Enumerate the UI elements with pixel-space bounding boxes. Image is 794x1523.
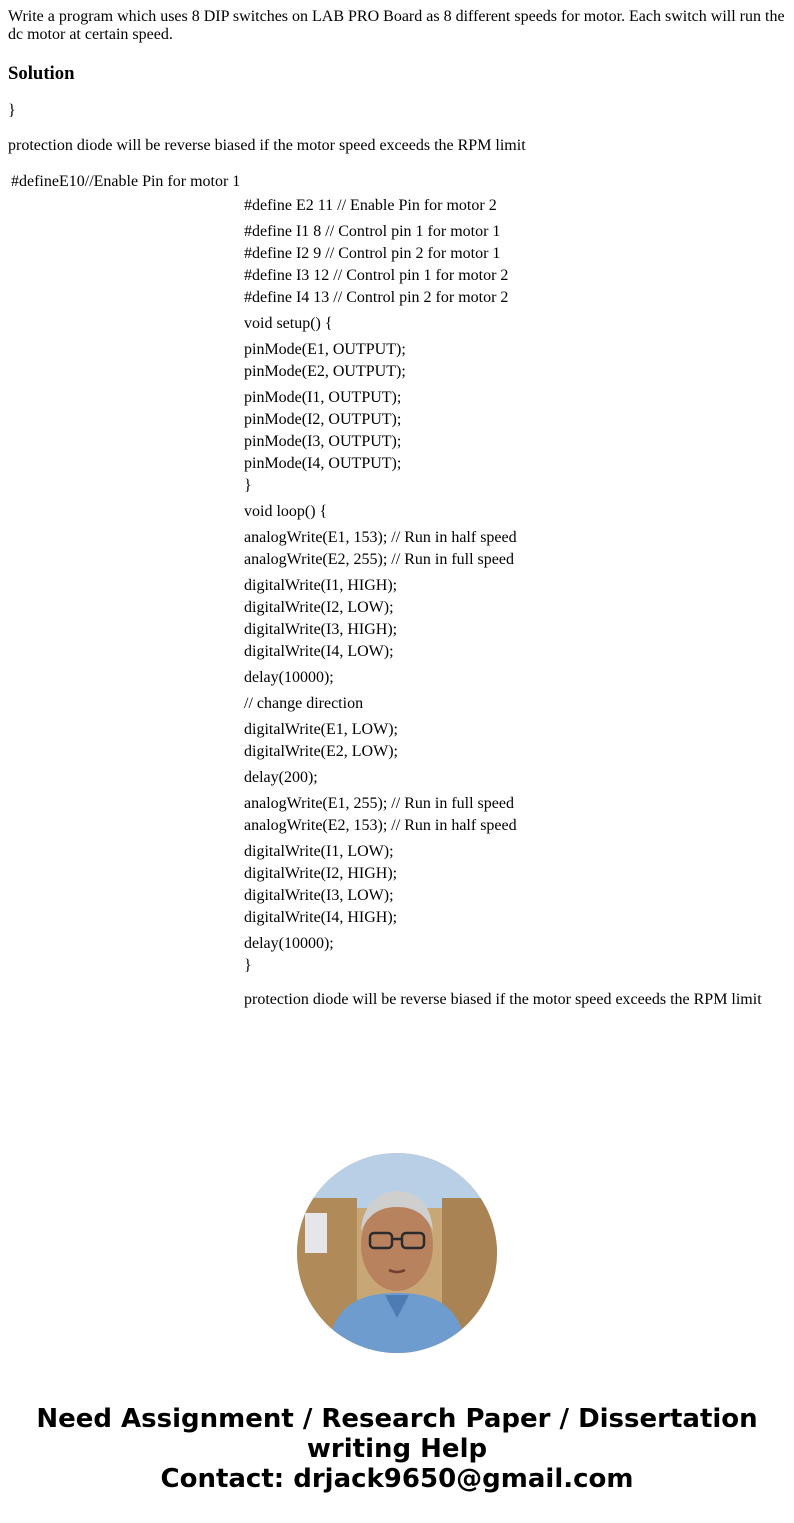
code-line: #define I1 8 // Control pin 1 for motor 1 [244, 223, 501, 240]
author-photo [297, 1153, 497, 1353]
code-group [244, 313, 784, 335]
code-line: digitalWrite(E2, LOW); [244, 743, 398, 760]
code-group [244, 693, 784, 715]
code-line: analogWrite(E1, 153); // Run in half speed [244, 529, 517, 546]
code-line: analogWrite(E2, 153); // Run in half speed [244, 817, 517, 834]
code-line: digitalWrite(I3, HIGH); [244, 621, 398, 638]
code-line: digitalWrite(I4, HIGH); [244, 909, 398, 926]
code-line: digitalWrite(I3, LOW); [244, 887, 394, 904]
code-line: digitalWrite(E1, LOW); [244, 721, 398, 738]
code-line: digitalWrite(I4, LOW); [244, 643, 394, 660]
code-line: pinMode(I4, OUTPUT); [244, 455, 402, 472]
code-line: #define E2 11 // Enable Pin for motor 2 [244, 197, 497, 214]
cta-line-3: Contact: drjack9650@gmail.com [160, 1464, 634, 1494]
code-line: digitalWrite(I2, HIGH); [244, 865, 398, 882]
first-define-line: #defineE10//Enable Pin for motor 1 [11, 173, 241, 190]
code-block [244, 195, 784, 1009]
code-group [244, 195, 784, 217]
code-group [244, 501, 784, 523]
code-group [244, 387, 784, 497]
question-text: Write a program which uses 8 DIP switches on LAB PRO Board as 8 different speeds for motor. Each switch will run the dc motor at certain speed. [8, 8, 785, 43]
code-line: #define I4 13 // Control pin 2 for motor 2 [244, 289, 509, 306]
code-line: digitalWrite(I1, LOW); [244, 843, 394, 860]
code-group [244, 339, 784, 383]
code-line: analogWrite(E1, 255); // Run in full speed [244, 795, 514, 812]
code-line: } [244, 957, 252, 974]
code-line: pinMode(I3, OUTPUT); [244, 433, 402, 450]
code-group [244, 841, 784, 929]
code-line: digitalWrite(I2, LOW); [244, 599, 394, 616]
code-line: delay(10000); [244, 669, 334, 686]
code-group [244, 793, 784, 837]
code-line: pinMode(E1, OUTPUT); [244, 341, 406, 358]
code-line: #define I2 9 // Control pin 2 for motor 1 [244, 245, 501, 262]
code-group [244, 575, 784, 663]
code-line: analogWrite(E2, 255); // Run in full speed [244, 551, 514, 568]
code-group [244, 667, 784, 689]
code-line: #define I3 12 // Control pin 1 for motor 2 [244, 267, 509, 284]
cta-line-2: writing Help [306, 1434, 488, 1464]
code-group [244, 527, 784, 571]
code-line: digitalWrite(I1, HIGH); [244, 577, 398, 594]
code-line: } [244, 477, 252, 494]
code-line: void loop() { [244, 503, 328, 520]
code-group [244, 767, 784, 789]
closing-brace: } [8, 102, 16, 119]
cta-line-1: Need Assignment / Research Paper / Dissertation [36, 1404, 758, 1434]
code-line: void setup() { [244, 315, 333, 332]
code-line: pinMode(I1, OUTPUT); [244, 389, 402, 406]
intro-note: protection diode will be reverse biased if the motor speed exceeds the RPM limit [8, 137, 526, 154]
code-line: pinMode(I2, OUTPUT); [244, 411, 402, 428]
code-group [244, 933, 784, 977]
code-group [244, 221, 784, 309]
code-line: pinMode(E2, OUTPUT); [244, 363, 406, 380]
code-line: delay(10000); [244, 935, 334, 952]
code-line: // change direction [244, 695, 364, 712]
code-group [244, 719, 784, 763]
solution-heading: Solution [8, 63, 75, 84]
final-note: protection diode will be reverse biased if the motor speed exceeds the RPM limit [244, 991, 762, 1008]
contact-banner [0, 1404, 794, 1494]
code-line: delay(200); [244, 769, 318, 786]
